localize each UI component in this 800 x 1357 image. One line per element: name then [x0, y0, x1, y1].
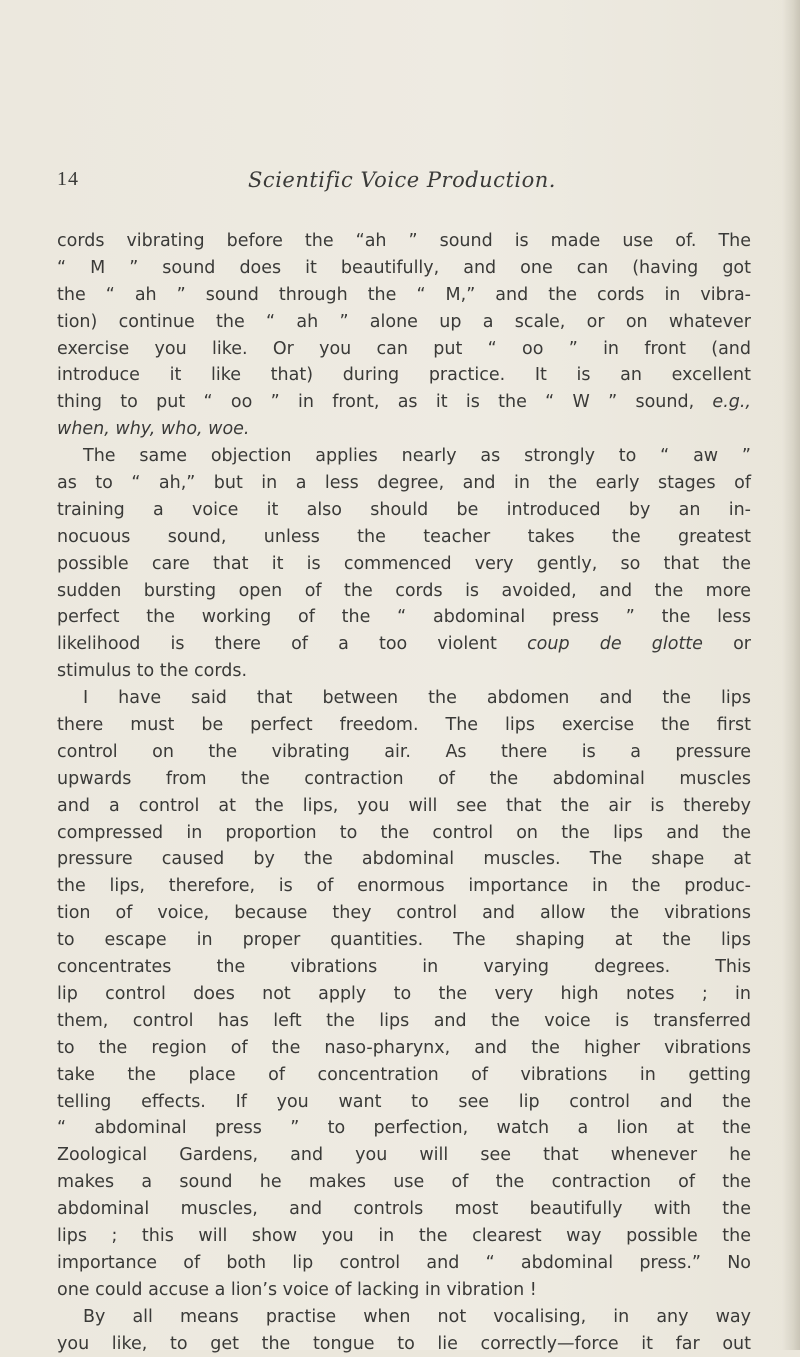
text-line: and a control at the lips, you will see that the air is thereby — [57, 795, 751, 816]
text-line: “ abdominal press ” to perfection, watch a lion at the — [57, 1118, 751, 1139]
text-line: introduce it like that) during practice. It is an excellent — [57, 365, 751, 386]
text-line: to escape in proper quantities. The shaping at the lips — [57, 930, 751, 951]
text-line: control on the vibrating air. As there is a pressure — [57, 741, 751, 762]
text-line: telling effects. If you want to see lip control and the — [57, 1091, 751, 1112]
text-line: pressure caused by the abdominal muscles. The shape at — [57, 849, 751, 870]
text-line: thing to put “ oo ” in front, as it is the “ W ” sound, e.g., — [57, 392, 751, 413]
text-line: likelihood is there of a too violent coup de glotte or — [57, 634, 751, 655]
text-line: there must be perfect freedom. The lips exercise the first — [57, 715, 751, 736]
text-line: sudden bursting open of the cords is avoided, and the more — [57, 580, 751, 601]
page-header — [57, 168, 747, 202]
text-line: Zoological Gardens, and you will see that whenever he — [57, 1145, 751, 1166]
text-line: when, why, who, woe. — [57, 419, 250, 440]
text-line: abdominal muscles, and controls most beautifully with the — [57, 1199, 751, 1220]
text-line: I have said that between the abdomen and the lips — [83, 688, 751, 709]
text-line: lip control does not apply to the very high notes ; in — [57, 983, 751, 1004]
text-line: you like, to get the tongue to lie correctly—force it far out — [57, 1333, 751, 1354]
text-line: them, control has left the lips and the voice is transferred — [57, 1010, 751, 1031]
text-line: the “ ah ” sound through the “ M,” and the cords in vibra- — [57, 284, 751, 305]
text-line: stimulus to the cords. — [57, 661, 248, 682]
text-line: makes a sound he makes use of the contraction of the — [57, 1172, 751, 1193]
text-line: upwards from the contraction of the abdominal muscles — [57, 768, 751, 789]
text-line: the lips, therefore, is of enormous importance in the produc- — [57, 876, 751, 897]
text-line: possible care that it is commenced very gently, so that the — [57, 553, 751, 574]
text-line: cords vibrating before the “ah ” sound is made use of. The — [57, 231, 751, 251]
text-line: nocuous sound, unless the teacher takes the greatest — [57, 526, 751, 547]
page-number: 14 — [57, 168, 79, 190]
text-line: perfect the working of the “ abdominal press ” the less — [57, 607, 751, 628]
text-line: importance of both lip control and “ abdominal press.” No — [57, 1252, 751, 1273]
text-line: take the place of concentration of vibrations in getting — [57, 1064, 751, 1085]
text-line: compressed in proportion to the control on the lips and the — [57, 822, 751, 843]
text-line: as to “ ah,” but in a less degree, and in the early stages of — [57, 473, 751, 494]
text-line: concentrates the vibrations in varying degrees. This — [57, 957, 751, 978]
text-line: exercise you like. Or you can put “ oo ” in front (and — [57, 338, 751, 359]
text-line: training a voice it also should be introduced by an in- — [57, 499, 751, 520]
text-line: lips ; this will show you in the clearest way possible the — [57, 1225, 751, 1246]
text-line: By all means practise when not vocalising, in any way — [83, 1306, 751, 1327]
text-line: “ M ” sound does it beautifully, and one can (having got — [57, 257, 751, 278]
text-line: one could accuse a lion’s voice of lacking in vibration ! — [57, 1279, 537, 1300]
text-line: tion of voice, because they control and allow the vibrations — [57, 903, 751, 924]
text-line: The same objection applies nearly as strongly to “ aw ” — [83, 446, 751, 467]
page-edge-shadow — [782, 0, 800, 1350]
body-text — [57, 228, 751, 1357]
text-line: to the region of the naso-pharynx, and the higher vibrations — [57, 1037, 751, 1058]
text-line: tion) continue the “ ah ” alone up a scale, or on whatever — [57, 311, 751, 332]
running-head: Scientific Voice Production. — [248, 168, 556, 192]
